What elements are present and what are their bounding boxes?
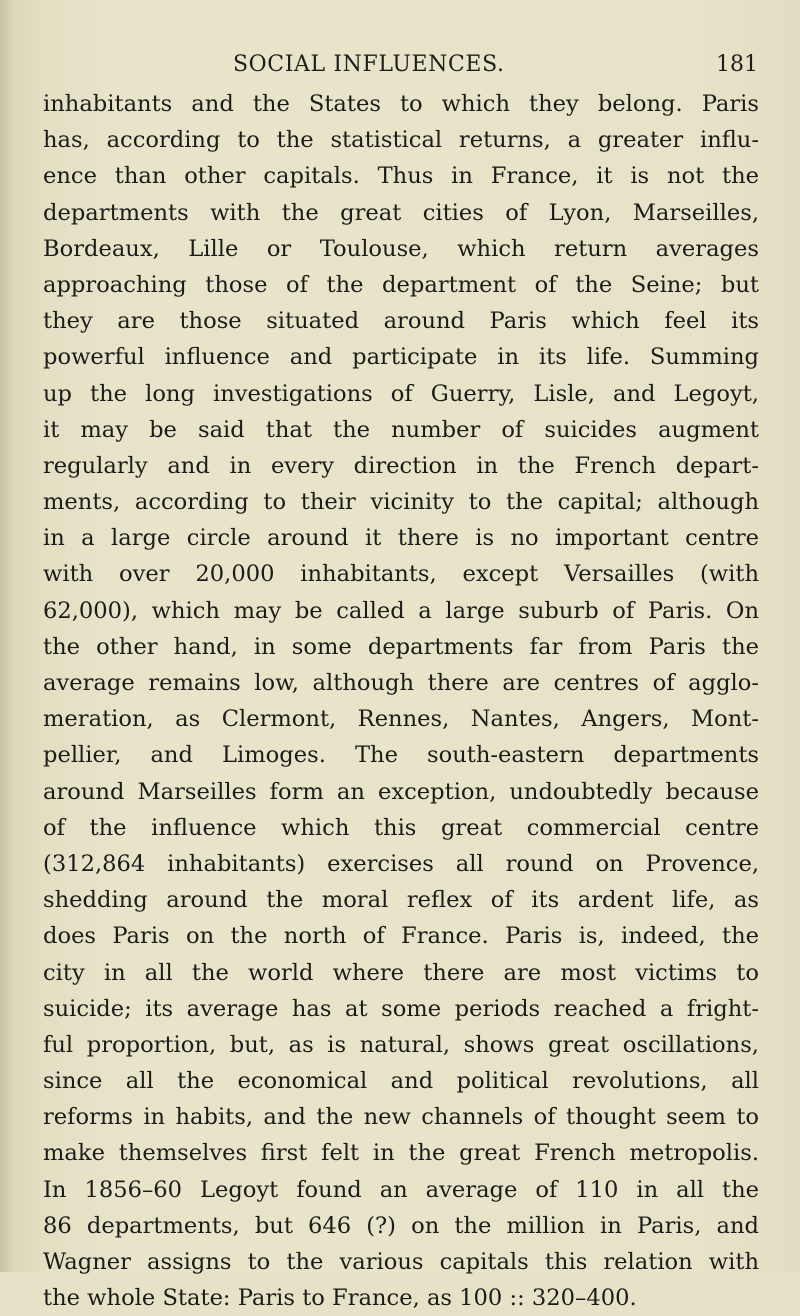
text-line: they are those situated around Paris which feel its bbox=[43, 308, 759, 335]
text-line: around Marseilles form an exception, undoubtedly because bbox=[43, 778, 759, 805]
text-line: up the long investigations of Guerry, Lisle, and Legoyt, bbox=[43, 380, 759, 407]
text-line: it may be said that the number of suicides augment bbox=[43, 416, 759, 443]
text-line: shedding around the moral reflex of its ardent life, as bbox=[43, 887, 759, 914]
text-line: 62,000), which may be called a large suburb of Paris. On bbox=[43, 597, 759, 624]
text-line: make themselves first felt in the great French metropolis. bbox=[43, 1140, 759, 1167]
text-line: the whole State: Paris to France, as 100 :: 320–400. bbox=[43, 1285, 637, 1312]
text-line: of the influence which this great commercial centre bbox=[43, 814, 759, 841]
text-line: In 1856–60 Legoyt found an average of 110 in all the bbox=[43, 1176, 759, 1203]
text-line: in a large circle around it there is no important centre bbox=[43, 525, 759, 552]
text-line: pellier, and Limoges. The south-eastern departments bbox=[43, 742, 759, 769]
text-line: city in all the world where there are most victims to bbox=[43, 959, 759, 986]
text-line: the other hand, in some departments far from Paris the bbox=[43, 633, 759, 660]
running-head bbox=[233, 50, 758, 84]
text-line: suicide; its average has at some periods reached a fright- bbox=[43, 995, 759, 1022]
text-line: Bordeaux, Lille or Toulouse, which return averages bbox=[43, 235, 759, 262]
text-line: 86 departments, but 646 (?) on the million in Paris, and bbox=[43, 1212, 759, 1239]
text-line: regularly and in every direction in the French depart- bbox=[43, 452, 759, 479]
page-number: 181 bbox=[716, 52, 758, 77]
text-line: meration, as Clermont, Rennes, Nantes, Angers, Mont- bbox=[43, 706, 759, 733]
text-line: departments with the great cities of Lyon, Marseilles, bbox=[43, 199, 759, 226]
text-line: ence than other capitals. Thus in France, it is not the bbox=[43, 163, 759, 190]
text-line: ments, according to their vicinity to the capital; although bbox=[43, 489, 759, 516]
page-gutter-shadow bbox=[0, 0, 14, 1272]
text-line: ful proportion, but, as is natural, shows great oscillations, bbox=[43, 1031, 759, 1058]
text-line: approaching those of the department of the Seine; but bbox=[43, 271, 759, 298]
text-line: does Paris on the north of France. Paris is, indeed, the bbox=[43, 923, 759, 950]
text-line: (312,864 inhabitants) exercises all round on Provence, bbox=[43, 850, 759, 877]
text-line: inhabitants and the States to which they belong. Paris bbox=[43, 91, 759, 117]
text-line: with over 20,000 inhabitants, except Versailles (with bbox=[43, 561, 759, 588]
text-line: reforms in habits, and the new channels of thought seem to bbox=[43, 1104, 759, 1131]
text-line: Wagner assigns to the various capitals this relation with bbox=[43, 1249, 759, 1275]
text-line: powerful influence and participate in its life. Summing bbox=[43, 344, 759, 371]
running-head-title: SOCIAL INFLUENCES. bbox=[233, 52, 505, 77]
text-line: has, according to the statistical returns, a greater influ- bbox=[43, 127, 759, 154]
text-line: average remains low, although there are centres of agglo- bbox=[43, 670, 759, 696]
text-line: since all the economical and political revolutions, all bbox=[43, 1068, 759, 1095]
body-text bbox=[43, 86, 759, 1316]
